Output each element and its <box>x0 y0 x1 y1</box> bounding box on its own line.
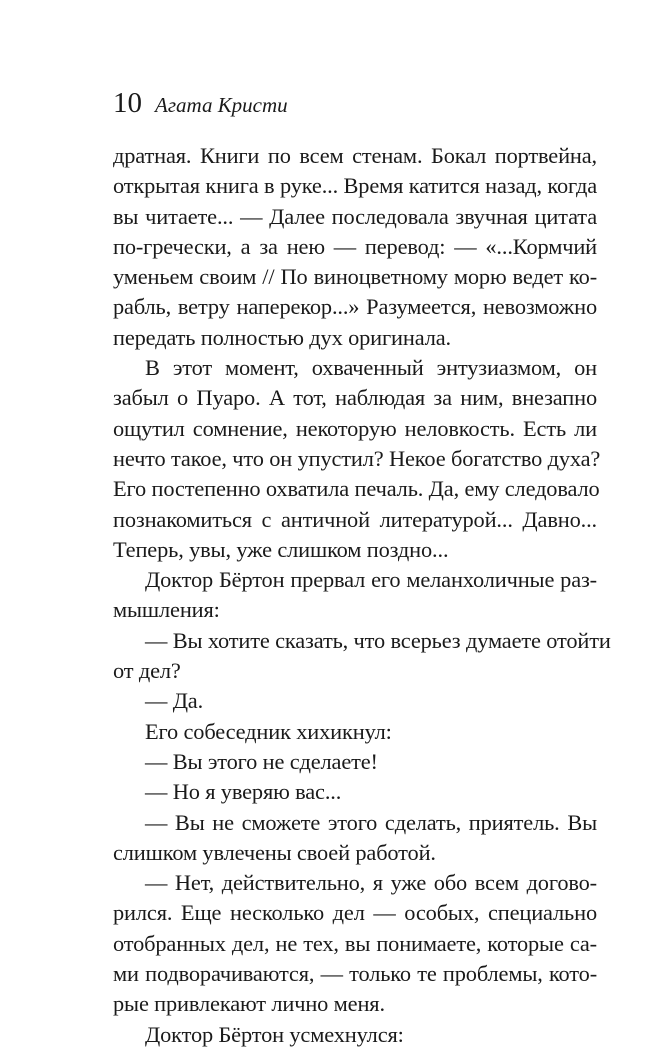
text-line: рабль, ветру наперекор...» Разумеется, невозможно <box>113 294 597 320</box>
page-number: 10 <box>113 87 142 119</box>
text-line: вы читаете... — Далее последовала звучная цитата <box>113 203 597 229</box>
text-line: — Вы не сможете этого сделать, приятель. Вы <box>145 809 597 835</box>
text-line: слишком увлечены своей работой. <box>113 839 436 865</box>
text-line: мышления: <box>113 597 220 623</box>
text-line: открытая книга в руке... Время катится назад, когда <box>113 173 597 199</box>
text-line: — Да. <box>145 688 204 714</box>
text-line: по-гречески, а за нею — перевод: — «...Кормчий <box>113 233 597 259</box>
text-line: — Но я уверяю вас... <box>145 779 342 805</box>
text-line: Теперь, увы, уже слишком поздно... <box>113 536 449 562</box>
text-line: дратная. Книги по всем стенам. Бокал портвейна, <box>113 143 597 168</box>
running-head <box>113 86 288 120</box>
text-line: от дел? <box>113 658 181 684</box>
text-line: ощутил сомнение, некоторую неловкость. Есть ли <box>113 415 597 441</box>
text-line: передать полностью дух оригинала. <box>113 324 451 350</box>
text-line: — Нет, действительно, я уже обо всем догово- <box>145 870 597 896</box>
text-line: В этот момент, охваченный энтузиазмом, он <box>145 355 597 381</box>
text-line: Его постепенно охватила печаль. Да, ему следовало <box>113 476 600 502</box>
text-line: рился. Еще несколько дел — особых, специально <box>113 900 597 926</box>
text-line: уменьем своим // По виноцветному морю ведет ко- <box>113 264 597 290</box>
text-line: забыл о Пуаро. А тот, наблюдая за ним, внезапно <box>113 385 597 411</box>
text-line: нечто такое, что он упустил? Некое богатство духа? <box>113 445 601 471</box>
text-line: Доктор Бёртон усмехнулся: <box>145 1021 404 1047</box>
text-line: рые привлекают лично меня. <box>113 991 385 1017</box>
text-line: Его собеседник хихикнул: <box>145 718 392 744</box>
body-text <box>113 141 611 1050</box>
text-line: ми подворачиваются, — только те проблемы, кото- <box>113 961 597 987</box>
running-head-author: Агата Кристи <box>155 93 288 117</box>
text-line: познакомиться с античной литературой... Давно... <box>113 506 597 532</box>
text-line: — Вы хотите сказать, что всерьез думаете отойти <box>145 627 611 653</box>
text-line: — Вы этого не сделаете! <box>145 748 378 774</box>
text-line: отобранных дел, не тех, вы понимаете, которые са- <box>113 930 597 956</box>
text-line: Доктор Бёртон прервал его меланхоличные раз- <box>145 567 597 593</box>
